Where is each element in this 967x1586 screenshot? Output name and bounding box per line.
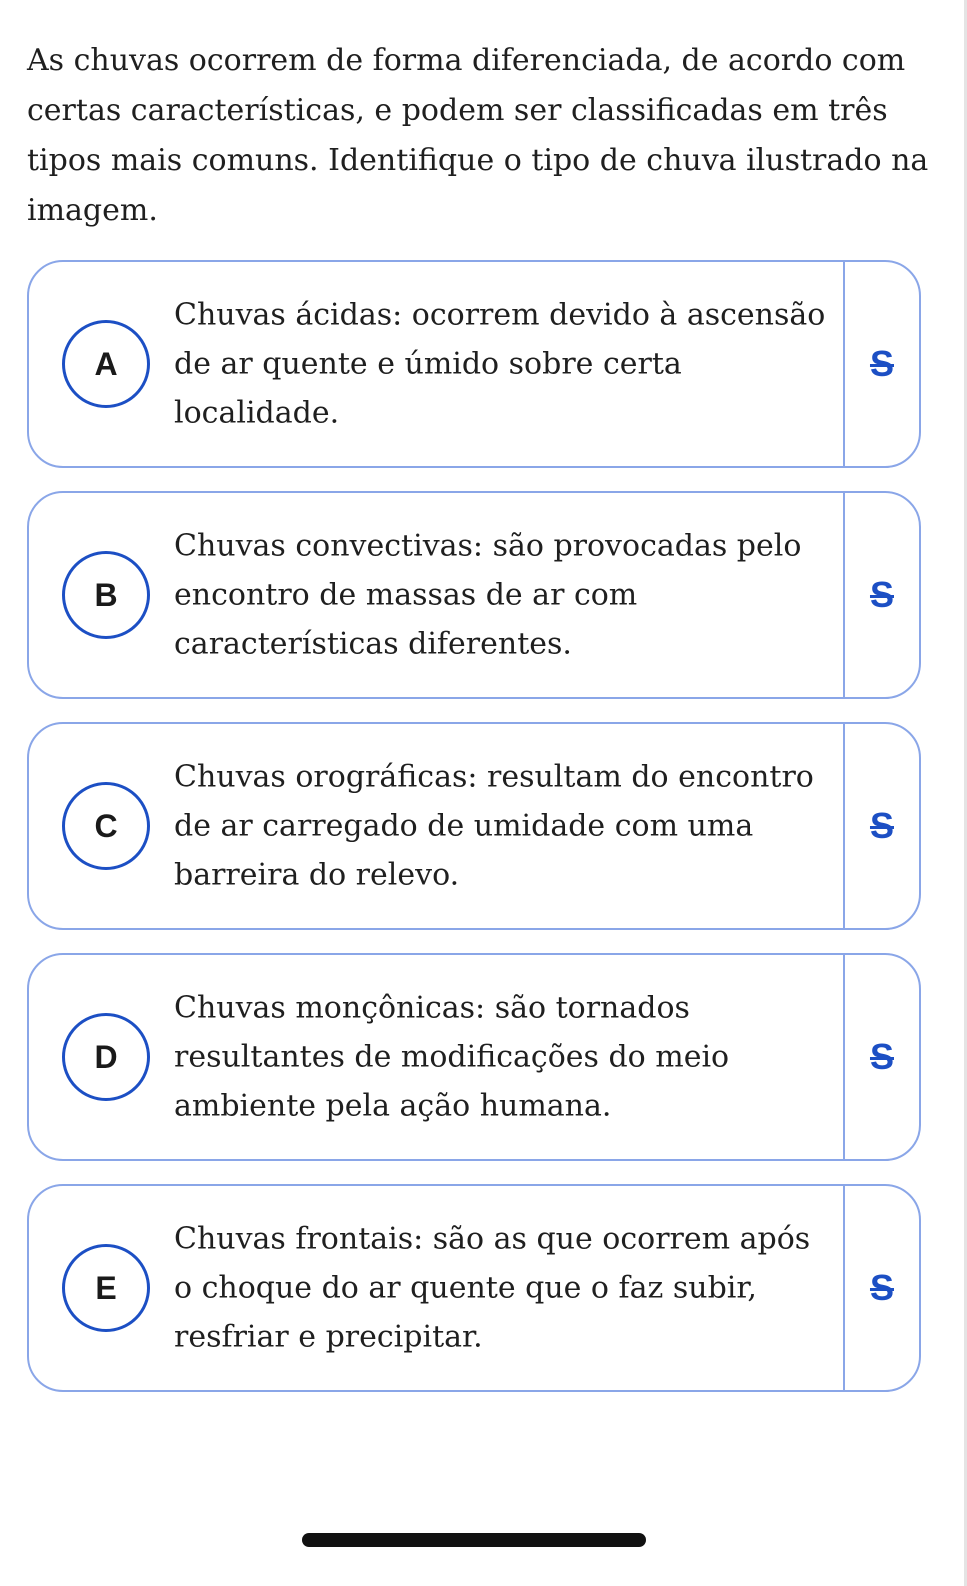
option-text-e: Chuvas frontais: são as que ocorrem após o choque do ar quente que o faz subir, resfriar e precipitar.: [174, 1221, 811, 1355]
option-text-c: Chuvas orográficas: resultam do encontro de ar carregado de umidade com uma barreira do relevo.: [174, 759, 814, 893]
option-text-b: Chuvas convectivas: são provocadas pelo encontro de massas de ar com características diferentes.: [174, 528, 802, 662]
option-letter-d: D: [62, 1013, 150, 1101]
option-letter-c: C: [62, 782, 150, 870]
answer-options-list: [27, 260, 921, 1415]
strikethrough-button-e[interactable]: [845, 1186, 919, 1390]
strikethrough-button-c[interactable]: [845, 724, 919, 928]
option-letter-b: B: [62, 551, 150, 639]
strikethrough-icon: S: [869, 805, 894, 846]
strikethrough-icon: S: [869, 1267, 894, 1308]
option-c[interactable]: [27, 722, 921, 930]
home-indicator-bar[interactable]: [302, 1533, 646, 1547]
strikethrough-button-b[interactable]: [845, 493, 919, 697]
option-d[interactable]: [27, 953, 921, 1161]
option-letter-e: E: [62, 1244, 150, 1332]
option-b[interactable]: [27, 491, 921, 699]
question-text: As chuvas ocorrem de forma diferenciada, de acordo com certas características, e podem ser classificadas em três tipos mais comuns. Identifique o tipo de chuva ilustrado na imagem.: [27, 43, 929, 228]
strikethrough-icon: S: [869, 343, 894, 384]
strikethrough-icon: S: [869, 1036, 894, 1077]
option-letter-a: A: [62, 320, 150, 408]
option-text-d: Chuvas monçônicas: são tornados resultantes de modificações do meio ambiente pela ação humana.: [174, 990, 730, 1124]
strikethrough-button-a[interactable]: [845, 262, 919, 466]
strikethrough-icon: S: [869, 574, 894, 615]
strikethrough-button-d[interactable]: [845, 955, 919, 1159]
option-a[interactable]: [27, 260, 921, 468]
option-text-a: Chuvas ácidas: ocorrem devido à ascensão de ar quente e úmido sobre certa localidade.: [174, 297, 826, 431]
option-e[interactable]: [27, 1184, 921, 1392]
